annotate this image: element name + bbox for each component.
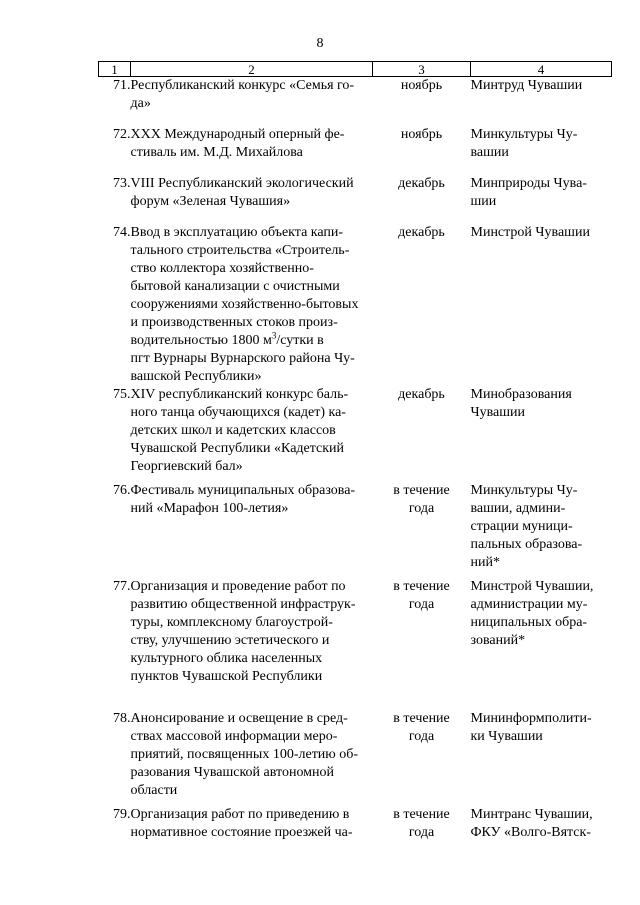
event-date: в течение года [393, 482, 450, 516]
event-date: в течение года [393, 710, 450, 744]
event-name: XIV республиканский конкурс баль- ного танца обучающихся (кадет) ка- детских школ и кадетских классов Чувашской Республики «Кадетский Георгиевский бал» [130, 386, 349, 474]
table-row [99, 806, 612, 846]
event-responsible: Минстрой Чувашии, администрации му- ниципальных обра- зований* [470, 578, 594, 648]
event-name: Фестиваль муниципальных образова- ний «Марафон 100-летия» [130, 482, 356, 516]
table-row [99, 77, 612, 126]
column-header-responsible: 4 [471, 62, 612, 77]
table-row [99, 175, 612, 224]
row-number: 79. [113, 806, 131, 822]
event-name: Анонсирование и освещение в сред- ствах массовой информации меро- приятий, посвященных 100-летию об- разования Чувашской автономной области [130, 710, 359, 798]
event-date: декабрь [398, 224, 445, 240]
column-header-number: 1 [99, 62, 131, 77]
event-date: в течение года [393, 806, 450, 840]
event-responsible: Минкультуры Чу- вашии, админи- страции муници- пальных образова- ний* [470, 482, 583, 570]
event-name [131, 224, 373, 386]
event-name: XXX Международный оперный фе- стиваль им. М.Д. Михайлова [130, 126, 345, 160]
row-number: 75. [113, 386, 131, 402]
table-row [99, 126, 612, 175]
event-responsible: Минобразования Чувашии [470, 386, 572, 420]
event-name: Республиканский конкурс «Семья го- да» [130, 78, 355, 111]
header-row [99, 62, 612, 77]
event-responsible: Минприроды Чува- шии [470, 175, 587, 209]
event-responsible: Минтруд Чувашии [470, 78, 583, 93]
column-header-event: 2 [131, 62, 373, 77]
row-number: 78. [113, 710, 131, 726]
table-row [99, 578, 612, 710]
event-name-text-end: /сутки в пгт Вурнары Вурнарского района Чу- вашской Республики» [130, 332, 355, 384]
event-name: Организация и проведение работ по развитию общественной инфраструк- туры, комплексному благоустрой- ству, улучшению эстетического и культурного облика населенных пунктов Чувашской Республики [130, 578, 356, 684]
row-number: 73. [113, 175, 131, 191]
event-date: декабрь [398, 386, 445, 402]
row-number: 72. [113, 126, 131, 142]
table-row [99, 482, 612, 578]
event-responsible: Минкультуры Чу- вашии [470, 126, 578, 160]
event-name: VIII Республиканский экологический форум «Зеленая Чувашия» [130, 175, 354, 209]
row-number: 74. [113, 224, 131, 240]
table-row [99, 386, 612, 482]
row-number: 77. [113, 578, 131, 594]
event-date: ноябрь [400, 78, 443, 93]
event-responsible: Мининформполити- ки Чувашии [470, 710, 592, 744]
column-header-date: 3 [373, 62, 471, 77]
event-name: Организация работ по приведению в нормативное состояние проезжей ча- [130, 806, 353, 840]
event-responsible: Минстрой Чувашии [470, 224, 590, 240]
table-row [99, 710, 612, 806]
event-date: ноябрь [400, 126, 443, 142]
row-number: 71. [113, 78, 131, 93]
event-date: в течение года [393, 578, 450, 612]
cubic-superscript: 3 [271, 329, 277, 340]
event-name-text: Ввод в эксплуатацию объекта капи- тального строительства «Строитель- ство коллектора хозяйственно- бытовой канализации с очистными сооружениями хозяйственно-бытовых и производственных стоков произ- водительностью 1800 м [130, 224, 359, 348]
row-number: 76. [113, 482, 131, 498]
table-row [99, 224, 612, 386]
event-date: декабрь [398, 175, 445, 191]
events-table [98, 61, 612, 846]
page-number: 8 [316, 36, 324, 51]
event-responsible: Минтранс Чувашии, ФКУ «Волго-Вятск- [470, 806, 593, 840]
